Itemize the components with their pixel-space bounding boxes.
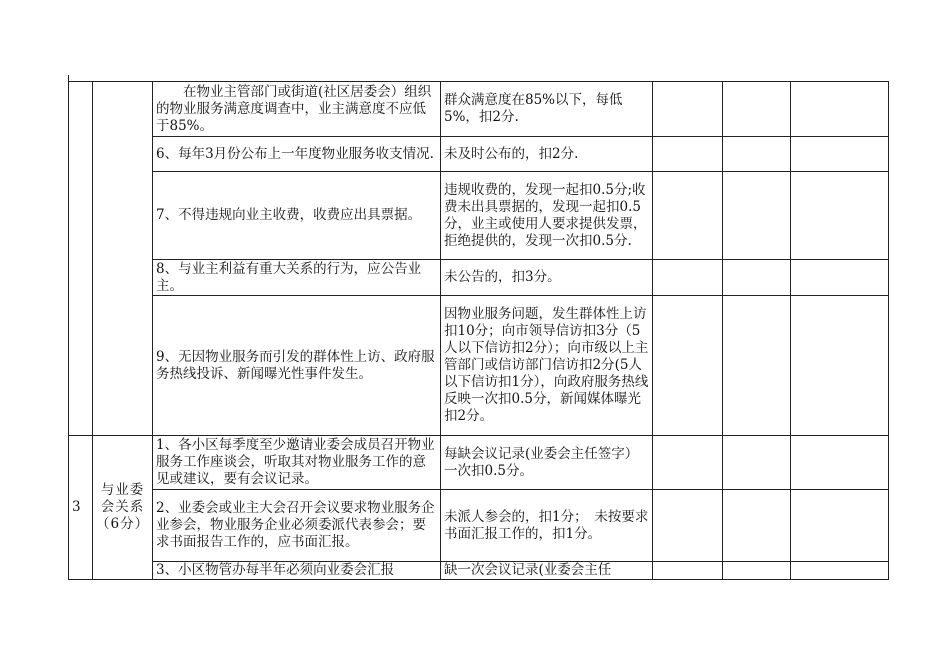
standard-cell: 2、业委会或业主大会召开会议要求物业服务企业参会，物业服务企业必须委派代表参会；要求书面报告工作的，应书面汇报。 (153, 490, 441, 562)
item-number-cell (69, 82, 93, 436)
table-row (69, 562, 889, 580)
score-cell (723, 137, 791, 172)
score-cell (653, 562, 723, 580)
deduction-cell: 因物业服务问题，发生群体性上访扣10分；向市领导信访扣3分（5人以下信访扣2分）；向市级以上主管部门或信访部门信访扣2分(5人以下信访扣1分），向政府服务热线反映一次扣0.5分，新闻媒体曝光扣2分。 (441, 296, 653, 436)
score-cell (723, 260, 791, 296)
score-cell (653, 260, 723, 296)
table-row (69, 490, 889, 562)
deduction-cell: 未公告的，扣3分。 (441, 260, 653, 296)
score-cell (653, 137, 723, 172)
score-cell (653, 436, 723, 490)
standard-cell: 在物业主管部门或街道(社区居委会）组织的物业服务满意度调查中，业主满意度不应低于85%。 (153, 82, 441, 137)
remark-cell (791, 260, 889, 296)
table-row (69, 137, 889, 172)
remark-cell (791, 490, 889, 562)
remark-cell (791, 172, 889, 260)
deduction-cell: 缺一次会议记录(业委会主任 (441, 562, 653, 580)
deduction-cell: 未及时公布的，扣2分. (441, 137, 653, 172)
score-cell (723, 490, 791, 562)
category-cell (93, 82, 153, 436)
table-row (69, 172, 889, 260)
standard-cell: 3、小区物管办每半年必须向业委会汇报 (153, 562, 441, 580)
table-row (69, 82, 889, 137)
standard-cell: 7、不得违规向业主收费，收费应出具票据。 (153, 172, 441, 260)
score-cell (723, 436, 791, 490)
score-cell (723, 172, 791, 260)
score-cell (653, 172, 723, 260)
deduction-cell: 群众满意度在85%以下，每低5%，扣2分. (441, 82, 653, 137)
score-cell (723, 296, 791, 436)
table-row (69, 260, 889, 296)
deduction-cell: 每缺会议记录(业委会主任签字）一次扣0.5分。 (441, 436, 653, 490)
standard-cell: 1、各小区每季度至少邀请业委会成员召开物业服务工作座谈会，听取其对物业服务工作的意见或建议，要有会议记录。 (153, 436, 441, 490)
table-row (69, 296, 889, 436)
category-cell: 与业委会关系（6分） (93, 436, 153, 580)
assessment-table (68, 81, 889, 580)
remark-cell (791, 137, 889, 172)
score-cell (653, 490, 723, 562)
standard-cell: 6、每年3月份公布上一年度物业服务收支情况. (153, 137, 441, 172)
remark-cell (791, 562, 889, 580)
table-row (69, 436, 889, 490)
score-cell (653, 82, 723, 137)
remark-cell (791, 296, 889, 436)
deduction-cell: 违规收费的，发现一起扣0.5分;收费未出具票据的，发现一起扣0.5分，业主或使用人要求提供发票，拒绝提供的，发现一次扣0.5分. (441, 172, 653, 260)
deduction-cell: 未派人参会的，扣1分； 未按要求书面汇报工作的，扣1分。 (441, 490, 653, 562)
standard-cell: 9、无因物业服务而引发的群体性上访、政府服务热线投诉、新闻曝光性事件发生。 (153, 296, 441, 436)
remark-cell (791, 82, 889, 137)
item-number-cell: 3 (69, 436, 93, 580)
score-cell (723, 82, 791, 137)
score-cell (723, 562, 791, 580)
score-cell (653, 296, 723, 436)
standard-cell: 8、与业主利益有重大关系的行为，应公告业主。 (153, 260, 441, 296)
remark-cell (791, 436, 889, 490)
